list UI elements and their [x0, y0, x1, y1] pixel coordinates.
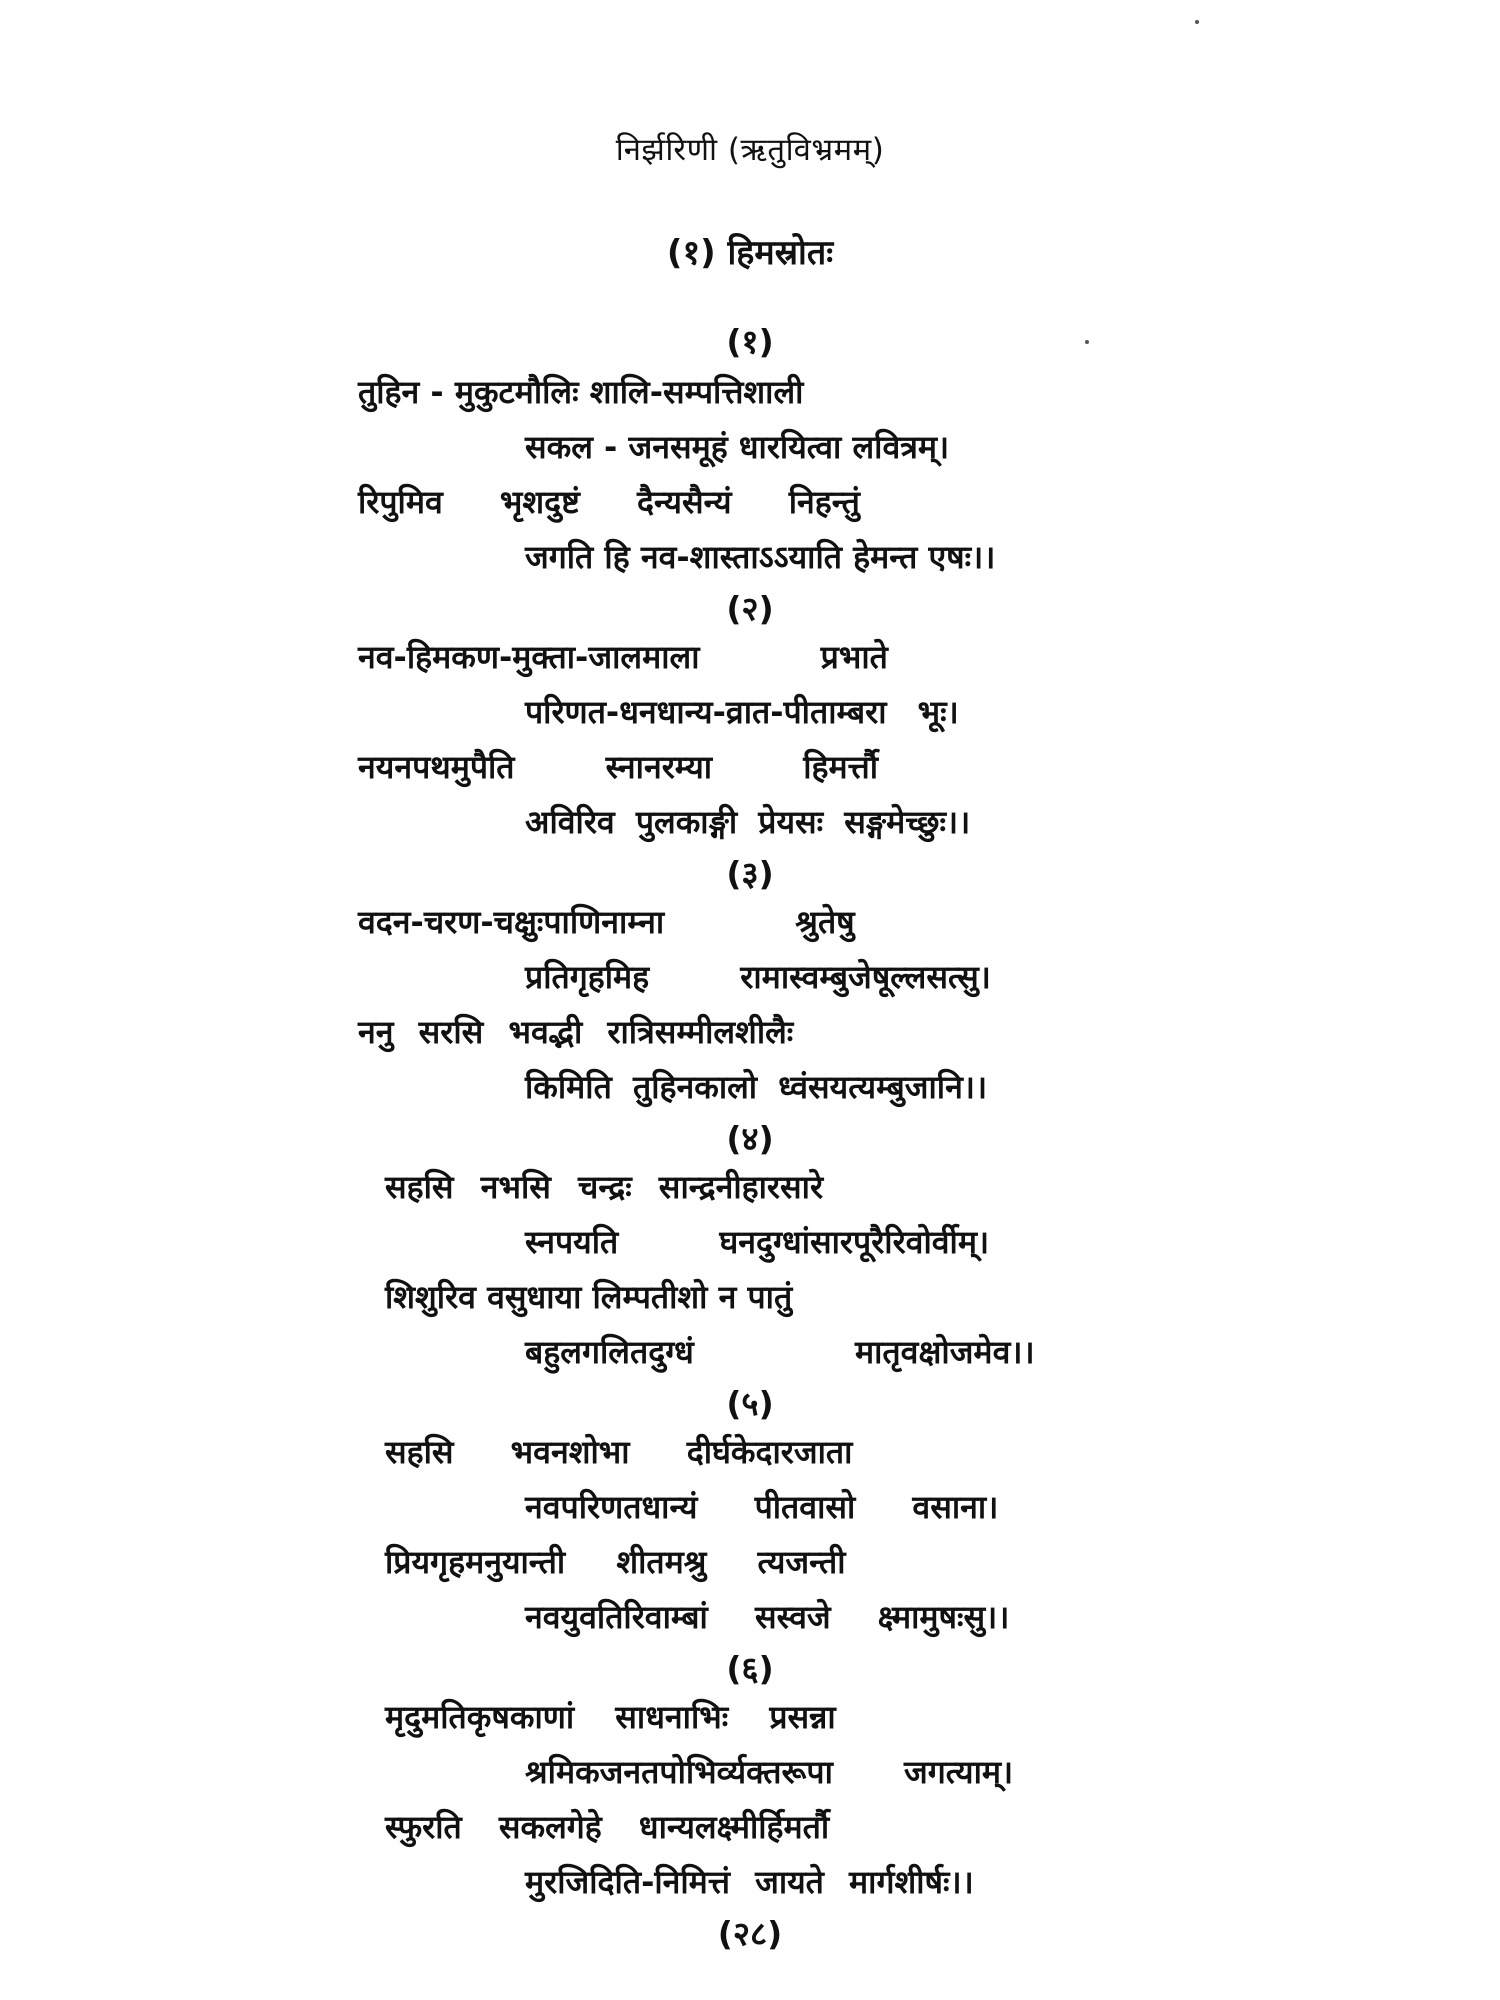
verse-line: नव-हिमकण-मुक्ता-जालमाला प्रभाते [358, 638, 888, 676]
verse-line: मृदुमतिकृषकाणां साधनाभिः प्रसन्ना [385, 1698, 836, 1736]
verse-number: (६) [726, 1649, 774, 1688]
verse-number: (४) [726, 1119, 774, 1158]
verse-line: परिणत-धनधान्य-व्रात-पीताम्बरा भूः। [525, 693, 959, 731]
verse-number: (१) [726, 322, 774, 361]
section-title: (१) हिमस्रोतः [666, 233, 834, 273]
page-header: निर्झरिणी (ऋतुविभ्रमम्) [615, 132, 885, 168]
verse-line: वदन-चरण-चक्षुःपाणिनाम्ना श्रुतेषु [358, 903, 855, 941]
page-number: (२८) [717, 1914, 783, 1953]
scan-speck [1195, 20, 1199, 24]
verse-line: बहुलगलितदुग्धं मातृवक्षोजमेव।। [525, 1333, 1035, 1371]
verse-line: रिपुमिव भृशदुष्टं दैन्यसैन्यं निहन्तुं [358, 483, 860, 521]
verse-line: प्रियगृहमनुयान्ती शीतमश्रु त्यजन्ती [385, 1543, 846, 1581]
verse-number: (२) [726, 589, 774, 628]
verse-number: (५) [726, 1384, 774, 1423]
verse-line: नवयुवतिरिवाम्बां सस्वजे क्ष्मामुषःसु।। [525, 1598, 1010, 1636]
verse-line: नयनपथमुपैति स्नानरम्या हिमर्त्तौ [358, 748, 879, 786]
verse-line: अविरिव पुलकाङ्गी प्रेयसः सङ्गमेच्छुः।। [525, 803, 971, 841]
verse-line: शिशुरिव वसुधाया लिम्पतीशो न पातुं [385, 1278, 793, 1316]
scan-speck [1085, 340, 1089, 344]
verse-line: सकल - जनसमूहं धारयित्वा लवित्रम्। [525, 428, 950, 466]
verse-line: सहसि भवनशोभा दीर्घकेदारजाता [385, 1433, 853, 1471]
verse-line: स्नपयति घनदुग्धांसारपूरैरिवोर्वीम्। [525, 1223, 990, 1261]
verse-line: ननु सरसि भवद्भी रात्रिसम्मीलशीलैः [358, 1013, 794, 1051]
verse-line: स्फुरति सकलगेहे धान्यलक्ष्मीर्हिमर्तौ [385, 1808, 830, 1846]
verse-line: नवपरिणतधान्यं पीतवासो वसाना। [525, 1488, 999, 1526]
verse-line: जगति हि नव-शास्ताऽऽयाति हेमन्त एषः।। [525, 538, 996, 576]
verse-line: मुरजिदिति-निमित्तं जायते मार्गशीर्षः।। [525, 1863, 974, 1901]
verse-line: प्रतिगृहमिह रामास्वम्बुजेषूल्लसत्सु। [525, 958, 991, 996]
verse-line: सहसि नभसि चन्द्रः सान्द्रनीहारसारे [385, 1168, 824, 1206]
verse-line: श्रमिकजनतपोभिर्व्यक्तरूपा जगत्याम्। [525, 1753, 1014, 1791]
verse-line: तुहिन - मुकुटमौलिः शालि-सम्पत्तिशाली [358, 373, 804, 411]
verse-number: (३) [726, 854, 774, 893]
verse-line: किमिति तुहिनकालो ध्वंसयत्यम्बुजानि।। [525, 1068, 988, 1106]
